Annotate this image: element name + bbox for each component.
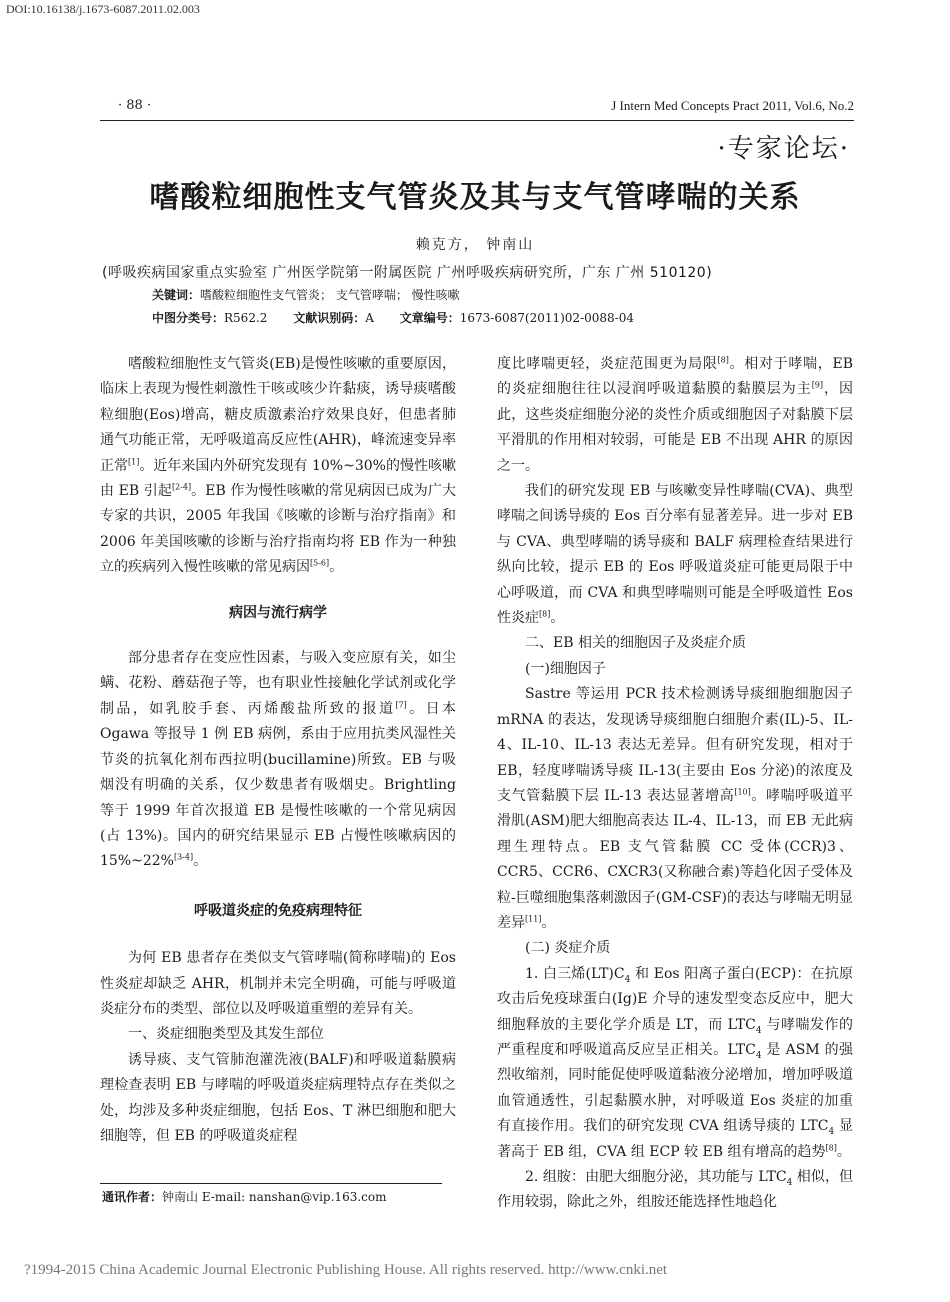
keywords-value: 嗜酸粒细胞性支气管炎； 支气管哮喘； 慢性咳嗽 (200, 288, 460, 302)
subsection-heading: (一)细胞因子 (525, 660, 606, 677)
paragraph: 部分患者存在变应性因素，与吸入变应原有关，如尘螨、花粉、蘑菇孢子等，也有职业性接触化学试剂或化学制品，如乳胶手套、丙烯酸盐所致的报道[7]。日本 Ogawa 等报导 1 例 EB 病例，系由于应用抗类风湿性关节炎的抗氧化剂布西拉明(bucillamine)所致。EB 与吸烟没有明确的关系，仅少数患者有吸烟史。Brightling 等于 1999 年首次报道 EB 是慢性咳嗽的一个常见病因(占 13%)。国内的研究结果显示 EB 占慢性咳嗽病因的 15%~22%[3-4]。 (100, 650, 457, 870)
subsection-heading: 二、EB 相关的细胞因子及炎症介质 (525, 635, 746, 652)
section-heading: 病因与流行病学 (229, 604, 327, 621)
footnote-label: 通讯作者： (102, 1190, 163, 1204)
copyright-line: ?1994-2015 China Academic Journal Electronic Publishing House. All rights reserved. http://www.cnki.net (24, 1262, 668, 1278)
header-rule (100, 120, 854, 121)
citation: [10] (734, 787, 751, 797)
column-name: ·专家论坛· (717, 134, 850, 164)
doi: DOI:10.16138/j.1673-6087.2011.02.003 (6, 2, 200, 16)
subsection-heading: 一、炎症细胞类型及其发生部位 (128, 1026, 324, 1043)
citation: [3-4] (173, 852, 194, 862)
citation: [1] (128, 456, 140, 466)
doc-code-value: A (365, 311, 374, 325)
citation: [2-4] (171, 482, 192, 492)
paragraph: 度比哮喘更轻，炎症范围更为局限[8]。相对于哮喘，EB 的炎症细胞往往以浸润呼吸道黏膜的黏膜层为主[9]，因此，这些炎症细胞分泌的炎性介质或细胞因子对黏膜下层平滑肌的作用相对较弱，可能是 EB 不出现 AHR 的原因之一。 (497, 355, 854, 474)
clc-label: 中图分类号： (152, 311, 225, 325)
left-column (100, 352, 456, 1149)
authors: 赖克方， 钟南山 (415, 237, 535, 253)
article-no-value: 1673-6087(2011)02-0088-04 (459, 311, 634, 325)
doc-code-label: 文献识别码： (293, 311, 366, 325)
journal-citation: J Intern Med Concepts Pract 2011, Vol.6, No.2 (611, 98, 854, 113)
keywords-label: 关键词： (152, 288, 201, 302)
paragraph: 嗜酸粒细胞性支气管炎(EB)是慢性咳嗽的重要原因，临床上表现为慢性刺激性干咳或咳少许黏痰，诱导痰嗜酸粒细胞(Eos)增高，糖皮质激素治疗效果良好，但患者肺通气功能正常，无呼吸道高反应性(AHR)，峰流速变异率正常[1]。近年来国内外研究发现有 10%~30%的慢性咳嗽由 EB 引起[2-4]。EB 作为慢性咳嗽的常见病因已成为广大专家的共识，2005 年我国《咳嗽的诊断与治疗指南》和 2006 年美国咳嗽的诊断与治疗指南均将 EB 作为一种独立的疾病列入慢性咳嗽的常见病因[5-6]。 (100, 356, 457, 576)
affiliation: (呼吸疾病国家重点实验室 广州医学院第一附属医院 广州呼吸疾病研究所，广东 广州 510120) (102, 265, 713, 281)
citation: [5-6] (310, 558, 330, 568)
section-heading: 呼吸道炎症的免疫病理特征 (194, 902, 362, 919)
article-title: 嗜酸粒细胞性支气管炎及其与支气管哮喘的关系 (149, 180, 801, 215)
right-column (497, 352, 853, 1216)
corresponding-author (102, 1188, 386, 1205)
citation: [11] (525, 914, 542, 924)
citation: [7] (395, 700, 407, 710)
classification-line (152, 309, 634, 326)
page-number: · 88 · (118, 98, 152, 113)
article-no-label: 文章编号： (399, 311, 460, 325)
paragraph: 1. 白三烯$(LT)C_4$ 和 Eos 阳离子蛋白(ECP)：在抗原攻击后免疫球蛋白(Ig)E 介导的速发型变态反应中，肥大细胞释放的主要化学介质是 LT，而 $LTC_4$ 与哮喘发作的严重程度和呼吸道高反应呈正相关。$LTC_4$ 是 ASM 的强烈收缩剂，同时能促使呼吸道黏液分泌增加，增加呼吸道血管通透性，引起黏膜水肿，对呼吸道 Eos 炎症的加重有直接作用。我们的研究发现 CVA 组诱导痰的 $LTC_4$ 显著高于 EB 组，CVA 组 ECP 较 EB 组有增高的趋势[8]。 (497, 965, 853, 1160)
citation: [9] (811, 380, 824, 390)
paragraph: 为何 EB 患者存在类似支气管哮喘(简称哮喘)的 Eos 性炎症却缺乏 AHR，机制并未完全明确，可能与呼吸道炎症分布的类型、部位以及呼吸道重塑的差异有关。 (100, 950, 456, 1017)
paragraph: 2. 组胺：由肥大细胞分泌，其功能与 $LTC_4$ 相似，但作用较弱，除此之外，组胺还能选择性地趋化 (497, 1169, 854, 1211)
clc-value: R562.2 (224, 311, 268, 325)
citation: [8] (717, 355, 729, 365)
citation: [8] (825, 1142, 837, 1152)
paragraph: Sastre 等运用 PCR 技术检测诱导痰细胞细胞因子 mRNA 的表达，发现诱导痰细胞白细胞介素(IL)-5、IL-4、IL-10、IL-13 表达无差异。但有研究发现，相对于 EB，轻度哮喘诱导痰 IL-13(主要由 Eos 分泌)的浓度及支气管黏膜下层 IL-13 表达显著增高[10]。哮喘呼吸道平滑肌(ASM)肥大细胞高表达 IL-4、IL-13，而 EB 无此病理生理特点。EB 支气管黏膜 CC 受体(CCR)3、CCR5、CCR6、CXCR3(又称融合素)等趋化因子受体及粒-巨噬细胞集落刺激因子(GM-CSF)的表达与哮喘无明显差异[11]。 (497, 686, 853, 931)
keywords (152, 286, 460, 303)
footnote-value: 钟南山 E-mail: nanshan@vip.163.com (162, 1190, 387, 1204)
paragraph: 诱导痰、支气管肺泡灌洗液(BALF)和呼吸道黏膜病理检查表明 EB 与哮喘的呼吸道炎症病理特点存在类似之处，均涉及多种炎症细胞，包括 Eos、T 淋巴细胞和肥大细胞等，但 EB 的呼吸道炎症程 (100, 1051, 456, 1144)
subsection-heading: (二) 炎症介质 (525, 940, 611, 957)
paragraph: 我们的研究发现 EB 与咳嗽变异性哮喘(CVA)、典型哮喘之间诱导痰的 Eos 百分率有显著差异。进一步对 EB 与 CVA、典型哮喘的诱导痰和 BALF 病理检查结果进行纵向比较，提示 EB 的 Eos 呼吸道炎症可能更局限于中心呼吸道，而 CVA 和典型哮喘则可能是全呼吸道性 Eos 性炎症[8]。 (497, 483, 853, 627)
citation: [8] (539, 609, 551, 619)
footnote-rule (100, 1183, 442, 1184)
